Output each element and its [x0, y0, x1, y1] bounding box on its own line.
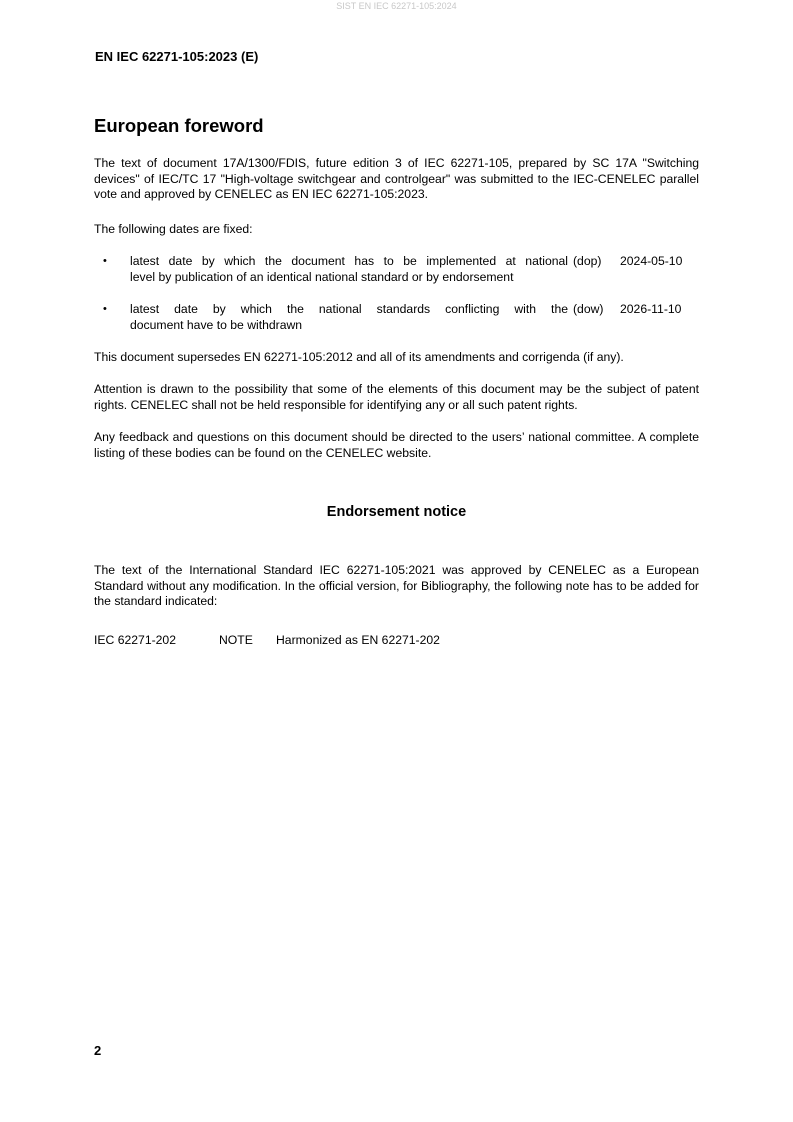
endorsement-title: Endorsement notice: [326, 504, 467, 520]
note-text: Harmonized as EN 62271-202: [276, 633, 440, 647]
date-row-description: [130, 302, 568, 333]
date-row-text-line2: level by publication of an identical national standard or by endorsement: [130, 269, 514, 284]
watermark: SIST EN IEC 62271-105:2024: [336, 1, 457, 11]
endorsement-paragraph: The text of the International Standard IEC 62271-105:2021 was approved by CENELEC as a European Standard without any modification. In the official version, for Bibliography, the following note has to be added for the standard indicated:: [94, 563, 699, 608]
bullet-icon: •: [103, 255, 107, 267]
supersedes-paragraph: This document supersedes EN 62271-105:2012 and all of its amendments and corrigenda (if any).: [94, 350, 624, 364]
patent-paragraph: Attention is drawn to the possibility that some of the elements of this document may be the subject of patent rights. CENELEC shall not be held responsible for identifying any or all such patent rights.: [94, 382, 699, 412]
dates-intro: The following dates are fixed:: [94, 222, 253, 236]
date-value: 2024-05-10: [620, 254, 683, 268]
date-row-text-line1: latest date by which the document has to be implemented at national: [130, 254, 568, 268]
date-abbreviation: (dop): [573, 254, 602, 268]
date-abbreviation: (dow): [573, 302, 604, 316]
feedback-paragraph: Any feedback and questions on this document should be directed to the users’ national committee. A complete listing of these bodies can be found on the CENELEC website.: [94, 430, 699, 460]
date-row-text-line2: document have to be withdrawn: [130, 317, 303, 332]
date-row-text-line1: latest date by which the national standards conflicting with the: [130, 302, 568, 316]
foreword-intro-paragraph: The text of document 17A/1300/FDIS, future edition 3 of IEC 62271-105, prepared by SC 17A "Switching devices" of IEC/TC 17 "High-voltage switchgear and controlgear" was submitted to the IEC-CENELEC parallel vote and approved by CENELEC as EN IEC 62271-105:2023.: [94, 156, 699, 201]
bullet-icon: •: [103, 303, 107, 315]
date-value: 2026-11-10: [620, 302, 682, 316]
document-code: EN IEC 62271-105:2023 (E): [95, 49, 259, 64]
note-standard: IEC 62271-202: [94, 633, 176, 647]
page-number: 2: [94, 1043, 102, 1058]
note-label: NOTE: [219, 633, 253, 647]
foreword-title: European foreword: [94, 115, 264, 136]
date-row-description: [130, 254, 568, 285]
